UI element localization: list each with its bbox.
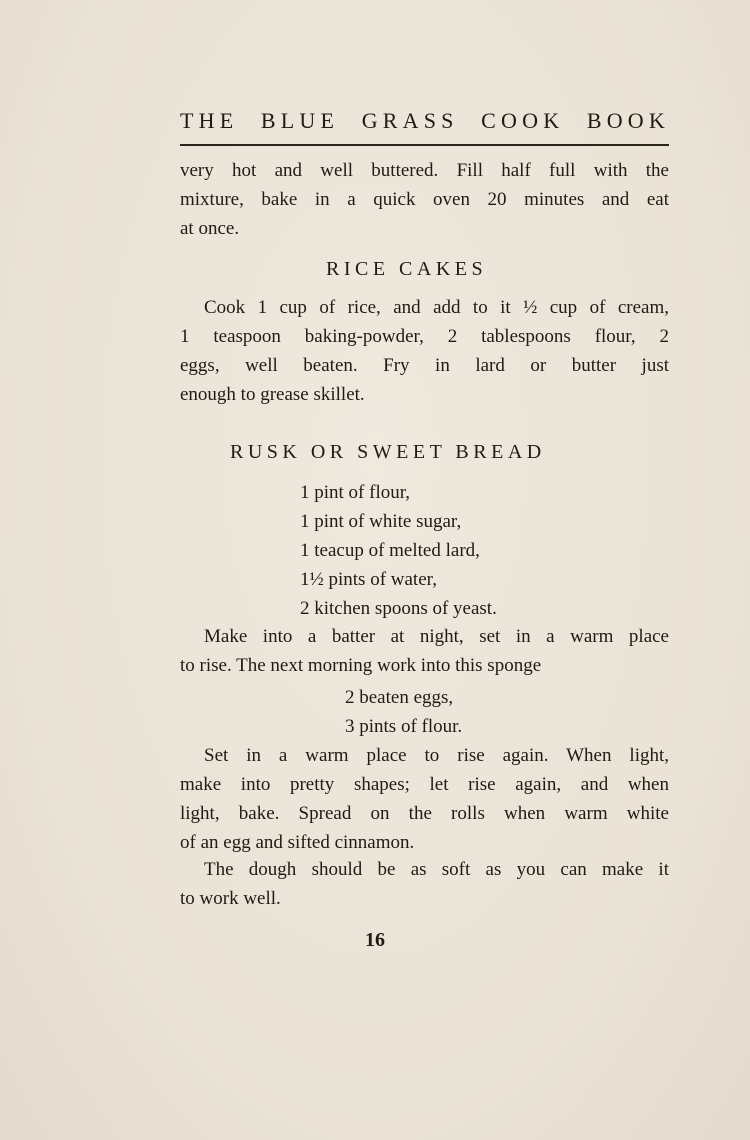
continuation-paragraph — [180, 156, 669, 243]
rusk-paragraph-1 — [180, 622, 669, 680]
text-line: enough to grease skillet. — [180, 384, 365, 405]
text-line: Make into a batter at night, set in a warm place — [204, 626, 669, 647]
ingredient-list-2 — [345, 683, 462, 741]
text-line: Set in a warm place to rise again. When light, — [204, 745, 669, 766]
text-line: to rise. The next morning work into this sponge — [180, 655, 542, 676]
text-line: The dough should be as soft as you can make it — [204, 859, 669, 880]
text-line: at once. — [180, 218, 240, 239]
ingredient-item: 1 teacup of melted lard, — [300, 540, 480, 561]
rusk-heading: RUSK OR SWEET BREAD — [230, 441, 546, 463]
rusk-paragraph-2 — [180, 741, 669, 857]
text-line: to work well. — [180, 888, 281, 909]
text-line: eggs, well beaten. Fry in lard or butter just — [180, 355, 669, 376]
text-line: make into pretty shapes; let rise again, and when — [180, 774, 669, 795]
text-line: mixture, bake in a quick oven 20 minutes and eat — [180, 189, 669, 210]
text-line: light, bake. Spread on the rolls when warm white — [180, 803, 669, 824]
ingredient-item: 2 kitchen spoons of yeast. — [300, 598, 497, 619]
ingredient-item: 1 pint of flour, — [300, 482, 411, 503]
text-line: 1 teaspoon baking-powder, 2 tablespoons flour, 2 — [180, 326, 669, 347]
ingredient-item: 1½ pints of water, — [300, 569, 437, 590]
page-number: 16 — [365, 929, 385, 951]
rusk-paragraph-3 — [180, 855, 669, 913]
text-line: Cook 1 cup of rice, and add to it ½ cup of cream, — [204, 297, 669, 318]
rice-cakes-paragraph — [180, 293, 669, 409]
text-line: very hot and well buttered. Fill half full with the — [180, 160, 669, 181]
running-head: THE BLUE GRASS COOK BOOK — [180, 108, 670, 133]
text-line: of an egg and sifted cinnamon. — [180, 832, 415, 853]
ingredient-list — [300, 478, 497, 623]
ingredient-item: 2 beaten eggs, — [345, 687, 454, 708]
header-rule — [180, 144, 669, 146]
rice-cakes-heading: RICE CAKES — [326, 258, 488, 280]
ingredient-item: 1 pint of white sugar, — [300, 511, 462, 532]
ingredient-item: 3 pints of flour. — [345, 716, 463, 737]
